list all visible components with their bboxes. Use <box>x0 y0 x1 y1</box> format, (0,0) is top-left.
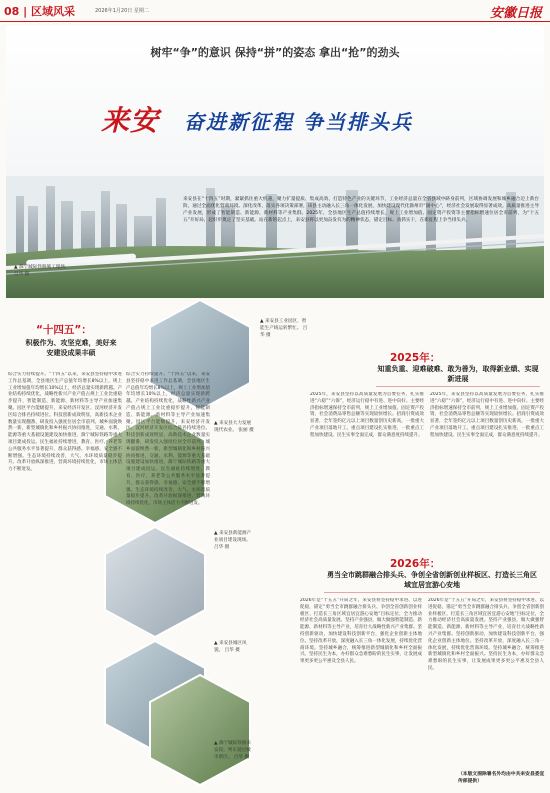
city-skyline-image <box>6 176 544 298</box>
right-body-2025-col1: 2025年，来安县坚持以高质量发展为首要任务，扎实推进“六稳”“六保”，经济运行稳中有进、进中向好。主要经济指标增速保持全市前列，规上工业增加值、固定资产投资、社会消费品零售总额等实现较快增长。招商引资成效显著，全年签约亿元以上项目数量创历史新高，一批重大产业项目落地开工。重点项目建设扎实推进，一批重点工程加快建设。民生实事全面完成，群众满意度持续提升。 <box>310 392 424 438</box>
photo-caption-5: ▲ 滁宁城际铁路来安段，列车驶过城市新区。 吕华 摄 <box>214 741 252 760</box>
issue-date: 2026年1月20日 星期二 <box>95 8 149 14</box>
photo-caption-3: ▲ 来安县新能源产业项目建设现场。 吕华 摄 <box>214 531 252 550</box>
page-section-label: 08 | 区域风采 <box>4 5 75 18</box>
main-headline: 奋进新征程 争当排头兵 <box>184 110 413 134</box>
left-section-subtitle: 积极作为、攻坚克难，美好来安建设成果丰硕 <box>25 339 117 357</box>
right-body-2026-col1: 2026年是“十五五”开局之年，来安县将坚持稳中求进、以进促稳，锚定“勇当全市跳群融合排头兵、争创全省创新创业样板区、打造长三角区域宜居宜游心安地”目标定位，全力推动经济社会高质量发展。坚持产业强县，做大做强智能制造、新能源、新材料等主导产业，培育壮大战略性新兴产业集群。坚持创新驱动，加快建设科技创新平台，强化企业创新主体地位。坚持改革开放，深度融入长三角一体化发展，持续优化营商环境。坚持城乡融合，统筹推进新型城镇化和乡村全面振兴。坚持民生为本，办好群众急难愁盼的民生实事，让发展成果更多更公平惠及全县人民。 <box>300 598 422 665</box>
left-body-col2: 综合实力持续提升。“十四五”以来，来安县坚持稳中求进工作总基调，全县地区生产总值年均增长8%以上，规上工业增加值年均增长10%以上，经济总量实现新跨越。产业结构持续优化，战略性新兴产业产值占规上工业比重稳步提升，智能制造、新能源、新材料等主导产业加速集聚。园区平台能级提升，来安经济开发区、汊河经济开发区综合排名持续进位。科技创新成效明显，高新技术企业数量实现翻番，研发投入强度位居全市前列。城乡面貌焕然一新，新型城镇化和乡村振兴协同推进，交通、水利、能源等重大基础设施建设加快推进，滁宁城际铁路等重大项目建成投运。民生福祉持续增进，教育、医疗、养老等公共服务水平显著提升，群众获得感、幸福感、安全感不断增强。生态环境持续改善，大气、水环境质量稳步提升。改革开放纵深推进，营商环境持续优化，市场主体活力不断迸发。 <box>126 372 210 507</box>
page-footnote: （本版文图除署名外均由中共来安县委宣传部提供） <box>458 772 545 784</box>
page-header <box>0 0 550 22</box>
hero-banner <box>6 26 544 298</box>
photo-caption-4: ▲ 来安县城区风貌。 吕华 摄 <box>214 641 247 653</box>
hero-kicker: 树牢“争”的意识 保持“拼”的姿态 拿出“抢”的劲头 <box>150 46 400 59</box>
right-section-subtitle-2025: 知重负重、迎难破难、敢为善为，取得新业绩、实现新进展 <box>377 365 539 383</box>
right-body-2025-col2: 2025年，来安县坚持以高质量发展为首要任务，扎实推进“六稳”“六保”，经济运行稳中有进、进中向好。主要经济指标增速保持全市前列，规上工业增加值、固定资产投资、社会消费品零售总额等实现较快增长。招商引资成效显著，全年签约亿元以上项目数量创历史新高，一批重大产业项目落地开工。重点项目建设扎实推进，一批重点工程加快建设。民生实事全面完成，群众满意度持续提升。 <box>430 392 544 438</box>
right-body-2026-col2: 2026年是“十五五”开局之年，来安县将坚持稳中求进、以进促稳，锚定“勇当全市跳群融合排头兵、争创全省创新创业样板区、打造长三角区域宜居宜游心安地”目标定位，全力推动经济社会高质量发展。坚持产业强县，做大做强智能制造、新能源、新材料等主导产业，培育壮大战略性新兴产业集群。坚持创新驱动，加快建设科技创新平台，强化企业创新主体地位。坚持改革开放，深度融入长三角一体化发展，持续优化营商环境。坚持城乡融合，统筹推进新型城镇化和乡村全面振兴。坚持民生为本，办好群众急难愁盼的民生实事，让发展成果更多更公平惠及全县人民。 <box>428 598 544 671</box>
brand-title: 来安 <box>101 104 160 137</box>
right-section-title-2026: 2026年： <box>390 558 441 570</box>
right-section-title-2025: 2025年： <box>390 352 441 364</box>
photo-caption-2: ▲ 来安县大力发展现代农业。 张丽 摄 <box>214 421 254 433</box>
right-section-subtitle-2026: 勇当全市跳群融合排头兵、争创全省创新创业样板区、打造长三角区域宜居宜游心安地 <box>327 571 537 589</box>
intro-paragraph: 来安县在“十四五”时期，紧紧抓住重大机遇，聚力扩量提质、集成高效、打造特色产业的关键环节，工业经济总量在全省县域中跻身前列，区域协调发展和城乡融合迈上新台阶。通过全面优化营商环境、深化改革，落实各项决策部署，该县主动融入长三角一体化发展，加快建设现代化滁州市“副中心”，经济社会发展取得显著成效。高质量推进主导产业发展，形成了智能制造、新能源、新材料等产业集群。2025年，全县地区生产总值持续增长，规上工业增加值、固定资产投资等主要指标增速位居全市前列，为“十五五”开好局、起好步奠定了坚实基础。站在新的起点上，来安县将以更加奋发有为的精神状态，锚定目标、真抓实干，在新征程上争当排头兵。 <box>183 197 539 224</box>
newspaper-masthead: 安徽日报 <box>489 6 542 21</box>
section-divider <box>324 592 540 593</box>
left-body-col1: 综合实力持续提升。“十四五”以来，来安县坚持稳中求进工作总基调，全县地区生产总值年均增长8%以上，规上工业增加值年均增长10%以上，经济总量实现新跨越。产业结构持续优化，战略性新兴产业产值占规上工业比重稳步提升，智能制造、新能源、新材料等主导产业加速集聚。园区平台能级提升，来安经济开发区、汊河经济开发区综合排名持续进位。科技创新成效明显，高新技术企业数量实现翻番，研发投入强度位居全市前列。城乡面貌焕然一新，新型城镇化和乡村振兴协同推进，交通、水利、能源等重大基础设施建设加快推进，滁宁城际铁路等重大项目建成投运。民生福祉持续增进，教育、医疗、养老等公共服务水平显著提升，群众获得感、幸福感、安全感不断增强。生态环境持续改善，大气、水环境质量稳步提升。改革开放纵深推进，营商环境持续优化，市场主体活力不断迸发。 <box>8 372 122 473</box>
section-divider <box>376 386 540 387</box>
left-section-title: “十四五”： <box>36 324 92 336</box>
hero-caption: ▲ 滁宁城际铁路施工现场。 吕华 摄 <box>14 265 70 277</box>
photo-caption-1: ▲ 来安县工业园区，智能生产线运转繁忙。 吕华 摄 <box>260 319 308 338</box>
